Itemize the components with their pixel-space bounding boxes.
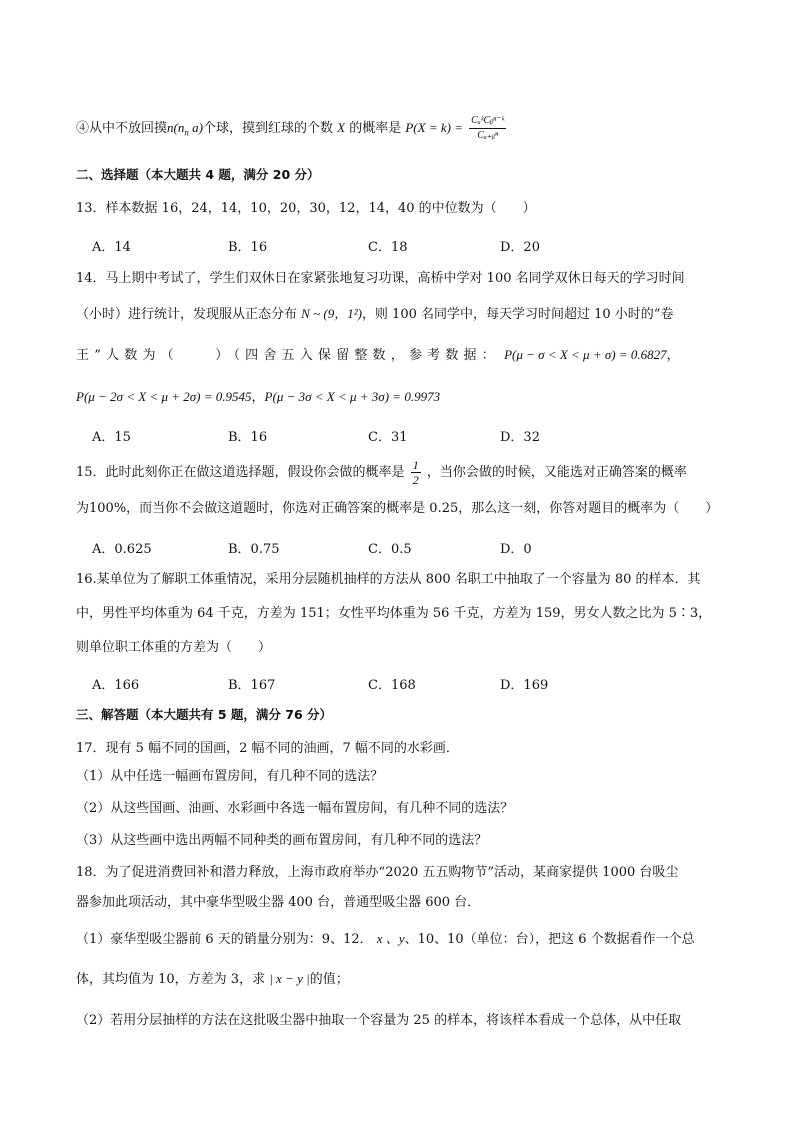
q18-part1 [76,930,695,949]
q16-option-d[interactable]: D．169 [500,678,549,693]
item4-paren-open: (n [173,120,185,135]
q13-option-a[interactable]: A．14 [92,240,131,255]
item4-prefix: ④从中不放回摸 [76,121,168,136]
q15-line1-a: 15．此时此刻你正在做这道选择题，假设你会做的概率是 [76,465,405,480]
q14-line3-a: 王”人数为（ ）（四舍五入保留整数，参考数据： [76,348,500,363]
q14-option-c[interactable]: C．31 [368,430,408,445]
q18-part1-a: （1）豪华型吸尘器前 6 天的销量分别为：9、12． [76,932,373,947]
q15-frac-num: 1 [412,458,419,472]
q14-line2-b: ，则 100 名同学中，每天学习时间超过 10 小时的“卷 [361,307,674,322]
q15-option-b[interactable]: B．0.75 [228,542,280,557]
item4-mid: 个球，摸到红球的个数 [202,121,333,136]
item4-fraction [469,114,506,143]
q13-option-c[interactable]: C．18 [368,240,408,255]
q14-normal-dist: N ~ (9，1²) [301,306,362,321]
q17-stem: 17．现有 5 幅不同的国画，2 幅不同的油画，7 幅不同的水彩画． [76,741,459,756]
q17-part2: （2）从这些国画、油画、水彩画中各选一幅布置房间，有几种不同的选法？ [76,801,514,816]
q14-option-a[interactable]: A．15 [92,430,131,445]
item4-frac-num: CₐᵏCᵦⁿ⁻ᵏ [469,114,506,129]
item4-var-x: X [337,120,346,135]
q13-option-d[interactable]: D．20 [500,240,540,255]
q18-abs-diff: | x − y | [269,971,310,986]
section3-title: 三、解答题（本大题共有 5 题，满分 76 分） [76,707,333,722]
item4-var-n: n [167,120,174,135]
q15-option-a[interactable]: A．0.625 [92,542,152,557]
q14-option-d[interactable]: D．32 [500,430,540,445]
q18-part2: （2）若用分层抽样的方法在这批吸尘器中抽取一个容量为 25 的样本，将该样本看成一个总体，从中任取 [76,1013,682,1028]
q14-ref-2sigma: P(μ − 2σ < X < μ + 2σ) = 0.9545 [76,389,252,404]
item4-line [76,114,508,143]
q14-line1: 14．马上期中考试了，学生们双休日在家紧张地复习功课，高桥中学对 100 名同学双休日每天的学习时间 [76,271,685,286]
q15-line1-b: ，当你会做的时候，又能选对正确答案的概率 [426,465,687,480]
q17-part1: （1）从中任选一幅画布置房间，有几种不同的选法？ [76,769,384,784]
q18-part1-b: 、10、10（单位：台），把这 6 个数据看作一个总 [404,932,695,947]
q14-line3-b: ， [666,348,680,363]
q16-option-c[interactable]: C．168 [368,678,416,693]
q15-option-d[interactable]: D．0 [500,542,532,557]
q15-fraction [411,458,421,487]
item4-mid2: 的概率是 [349,121,402,136]
q17-part3: （3）从这些画中选出两幅不同种类的画布置房间，有几种不同的选法？ [76,833,488,848]
q14-line4-sep: ， [251,390,265,405]
q14-line2 [76,305,673,324]
item4-paren [173,120,203,138]
q16-line3: 则单位职工体重的方差为（ ） [76,640,272,655]
q15-option-c[interactable]: C．0.5 [368,542,412,557]
section2-title: 二、选择题（本大题共 4 题，满分 20 分） [76,167,320,182]
q15-line1 [76,458,687,487]
q18-part1-line2 [76,970,349,989]
q14-ref-3sigma: P(μ − 3σ < X < μ + 3σ) = 0.9973 [264,389,441,404]
q16-option-a[interactable]: A．166 [92,678,140,693]
q13-stem: 13．样本数据 16，24，14，10，20，30，12，14，40 的中位数为（ ） [76,201,536,216]
q15-line2: 为100%，而当你不会做这道题时，你选对正确答案的概率是 0.25，那么这一刻，你答对题目的概率为（ ） [76,501,719,516]
q14-line3 [76,346,680,365]
q16-option-b[interactable]: B．167 [228,678,276,693]
item4-formula-left: P(X = k) = [405,120,463,135]
q18-line2: 器参加此项活动，其中豪华型吸尘器 400 台，普通型吸尘器 600 台． [76,895,481,910]
item4-paren-sub: n [184,127,189,138]
q18-line1: 18．为了促进消费回补和潜力释放，上海市政府举办“2020 五五购物节”活动，某商家提供 1000 台吸尘 [76,865,679,880]
q16-line1: 16.某单位为了解职工体重情况，采用分层随机抽样的方法从 800 名职工中抽取了一个容量为 80 的样本．其 [76,572,701,587]
q13-option-b[interactable]: B．16 [228,240,268,255]
q18-part1-line2-a: 体，其均值为 10，方差为 3，求 [76,972,266,987]
item4-frac-den: Cₐ₊ᵦⁿ [477,130,499,141]
q14-option-b[interactable]: B．16 [228,430,268,445]
q16-line2: 中，男性平均体重为 64 千克，方差为 151；女性平均体重为 56 千克，方差为 159，男女人数之比为 5∶3， [76,606,712,621]
q14-line4 [76,388,440,407]
q18-part1-xy: x 、y [376,931,405,946]
q18-part1-line2-b: 的值； [309,972,349,987]
item4-paren-rest: a) [188,120,203,135]
q14-line2-a: （小时）进行统计，发现服从正态分布 [76,307,298,322]
q14-ref-1sigma: P(μ − σ < X < μ + σ) = 0.6827 [504,347,667,362]
q15-frac-den: 2 [412,473,419,487]
